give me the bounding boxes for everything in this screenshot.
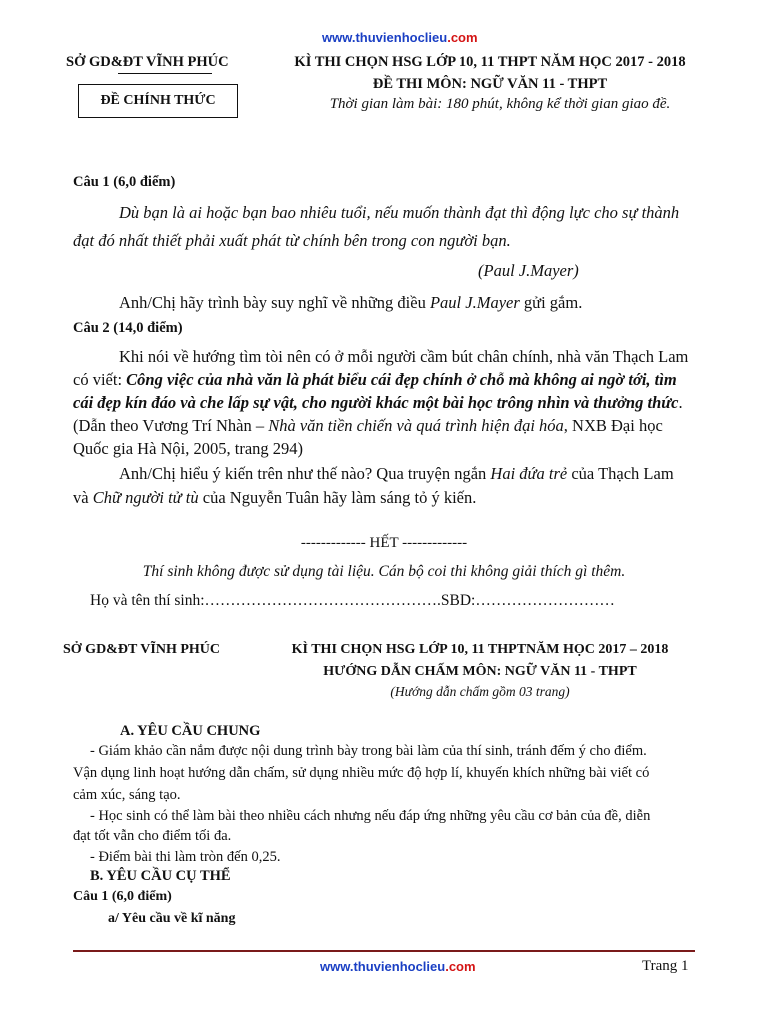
q2-line5: Quốc gia Hà Nội, 2005, trang 294) bbox=[73, 439, 304, 458]
q1-quote-line2: đạt đó nhất thiết phải xuất phát từ chính bên trong con người bạn. bbox=[73, 231, 511, 250]
b-q1-a-heading: a/ Yêu cầu về kĩ năng bbox=[108, 911, 236, 926]
q2-story1: Hai đứa trẻ bbox=[490, 464, 568, 483]
guide-title: KÌ THI CHỌN HSG LỚP 10, 11 THPTNĂM HỌC 2017 – 2018 bbox=[291, 642, 669, 657]
q2-line4-a: (Dẫn theo Vương Trí Nhàn – bbox=[73, 416, 269, 435]
a3-line: - Điểm bài thi làm tròn đến 0,25. bbox=[90, 849, 281, 865]
footer-site-prefix: www. bbox=[320, 959, 354, 974]
site-prefix: www. bbox=[322, 30, 356, 45]
q1-task bbox=[119, 291, 582, 315]
footer-rule bbox=[73, 950, 695, 952]
exam-subject: ĐỀ THI MÔN: NGỮ VĂN 11 - THPT bbox=[372, 76, 608, 92]
q2-line7-a: và bbox=[73, 488, 93, 507]
exam-time-note: Thời gian làm bài: 180 phút, không kể thời gian giao đề. bbox=[329, 96, 671, 112]
q2-story2: Chữ người tử tù bbox=[92, 488, 199, 507]
q2-heading: Câu 2 (14,0 điểm) bbox=[73, 320, 183, 336]
site-name: thuvienhoclieu bbox=[355, 30, 448, 45]
site-url-header[interactable] bbox=[322, 30, 478, 45]
exam-title: KÌ THI CHỌN HSG LỚP 10, 11 THPT NĂM HỌC 2017 - 2018 bbox=[294, 54, 686, 70]
end-marker: ------------- HẾT ------------- bbox=[300, 535, 468, 551]
footer-site-suffix: .com bbox=[445, 959, 476, 974]
q2-line6-c: của Thạch Lam bbox=[567, 464, 674, 483]
q1-task-a: Anh/Chị hãy trình bày suy nghĩ về những điều bbox=[119, 293, 430, 312]
q2-quote-part1: Công việc của nhà văn là phát biểu cái đẹp chính ở chỗ mà không ai ngờ tới, tìm bbox=[126, 370, 677, 389]
q2-line4 bbox=[73, 414, 663, 438]
site-url-footer[interactable] bbox=[320, 959, 476, 974]
q2-book-title: Nhà văn tiền chiến và quá trình hiện đại hóa bbox=[268, 416, 564, 435]
official-label: ĐỀ CHÍNH THỨC bbox=[100, 93, 216, 108]
end-note: Thí sinh không được sử dụng tài liệu. Cán bộ coi thi không giải thích gì thêm. bbox=[142, 563, 626, 580]
guide-department: SỞ GD&ĐT VĨNH PHÚC bbox=[63, 642, 221, 657]
q2-line1: Khi nói về hướng tìm tòi nên có ở mỗi người cầm bút chân chính, nhà văn Thạch Lam bbox=[119, 347, 689, 366]
guide-subtitle: HƯỚNG DẪN CHẤM MÔN: NGỮ VĂN 11 - THPT bbox=[323, 664, 637, 679]
q2-line3-b: . bbox=[678, 393, 683, 412]
q2-line6-a: Anh/Chị hiểu ý kiến trên như thế nào? Qua truyện ngắn bbox=[119, 464, 491, 483]
q1-author: (Paul J.Mayer) bbox=[478, 261, 579, 280]
q2-quote-part2: cái đẹp kín đáo và che lấp sự vật, cho người khác một bài học trông nhìn và thưởng thức bbox=[73, 393, 679, 412]
a1-line2: Vận dụng linh hoạt hướng dẫn chấm, sử dụng nhiều mức độ hợp lí, khuyến khích những bài viết có bbox=[73, 765, 650, 781]
section-a-heading: A. YÊU CẦU CHUNG bbox=[120, 723, 261, 739]
q2-line7-c: của Nguyễn Tuân hãy làm sáng tỏ ý kiến. bbox=[198, 488, 477, 507]
official-label-box bbox=[78, 84, 238, 118]
a1-line1: - Giám khảo cần nắm được nội dung trình bày trong bài làm của thí sinh, tránh đếm ý cho điểm. bbox=[90, 743, 647, 759]
q2-line6 bbox=[119, 462, 674, 486]
q2-line3 bbox=[73, 391, 683, 415]
a1-line3: cảm xúc, sáng tạo. bbox=[73, 787, 181, 803]
q2-line4-c: , NXB Đại học bbox=[563, 416, 663, 435]
q1-task-author: Paul J.Mayer bbox=[429, 293, 520, 312]
b-q1-heading: Câu 1 (6,0 điểm) bbox=[73, 889, 172, 904]
q2-line2-a: có viết: bbox=[73, 370, 127, 389]
q1-quote-line1: Dù bạn là ai hoặc bạn bao nhiêu tuổi, nếu muốn thành đạt thì động lực cho sự thành bbox=[119, 203, 680, 222]
q2-line7 bbox=[73, 486, 476, 510]
page-number: Trang 1 bbox=[642, 958, 689, 974]
a2-line1: - Học sinh có thể làm bài theo nhiều cách nhưng nếu đáp ứng những yêu cầu cơ bản của đề, diễn bbox=[90, 808, 651, 824]
q2-line2 bbox=[73, 368, 677, 392]
section-b-heading: B. YÊU CẦU CỤ THỂ bbox=[90, 868, 231, 884]
site-suffix: .com bbox=[447, 30, 478, 45]
department-underline bbox=[118, 73, 212, 74]
footer-site-name: thuvienhoclieu bbox=[353, 959, 446, 974]
q1-heading: Câu 1 (6,0 điểm) bbox=[73, 174, 176, 190]
a2-line2: đạt tốt vẫn cho điểm tối đa. bbox=[73, 828, 232, 844]
guide-pages-note: (Hướng dẫn chấm gồm 03 trang) bbox=[390, 684, 570, 699]
exam-department: SỞ GD&ĐT VĨNH PHÚC bbox=[66, 54, 229, 70]
candidate-line: Họ và tên thí sinh:……………………………………….SBD:……………………… bbox=[90, 592, 615, 609]
q1-task-b: gửi gắm. bbox=[519, 293, 583, 312]
